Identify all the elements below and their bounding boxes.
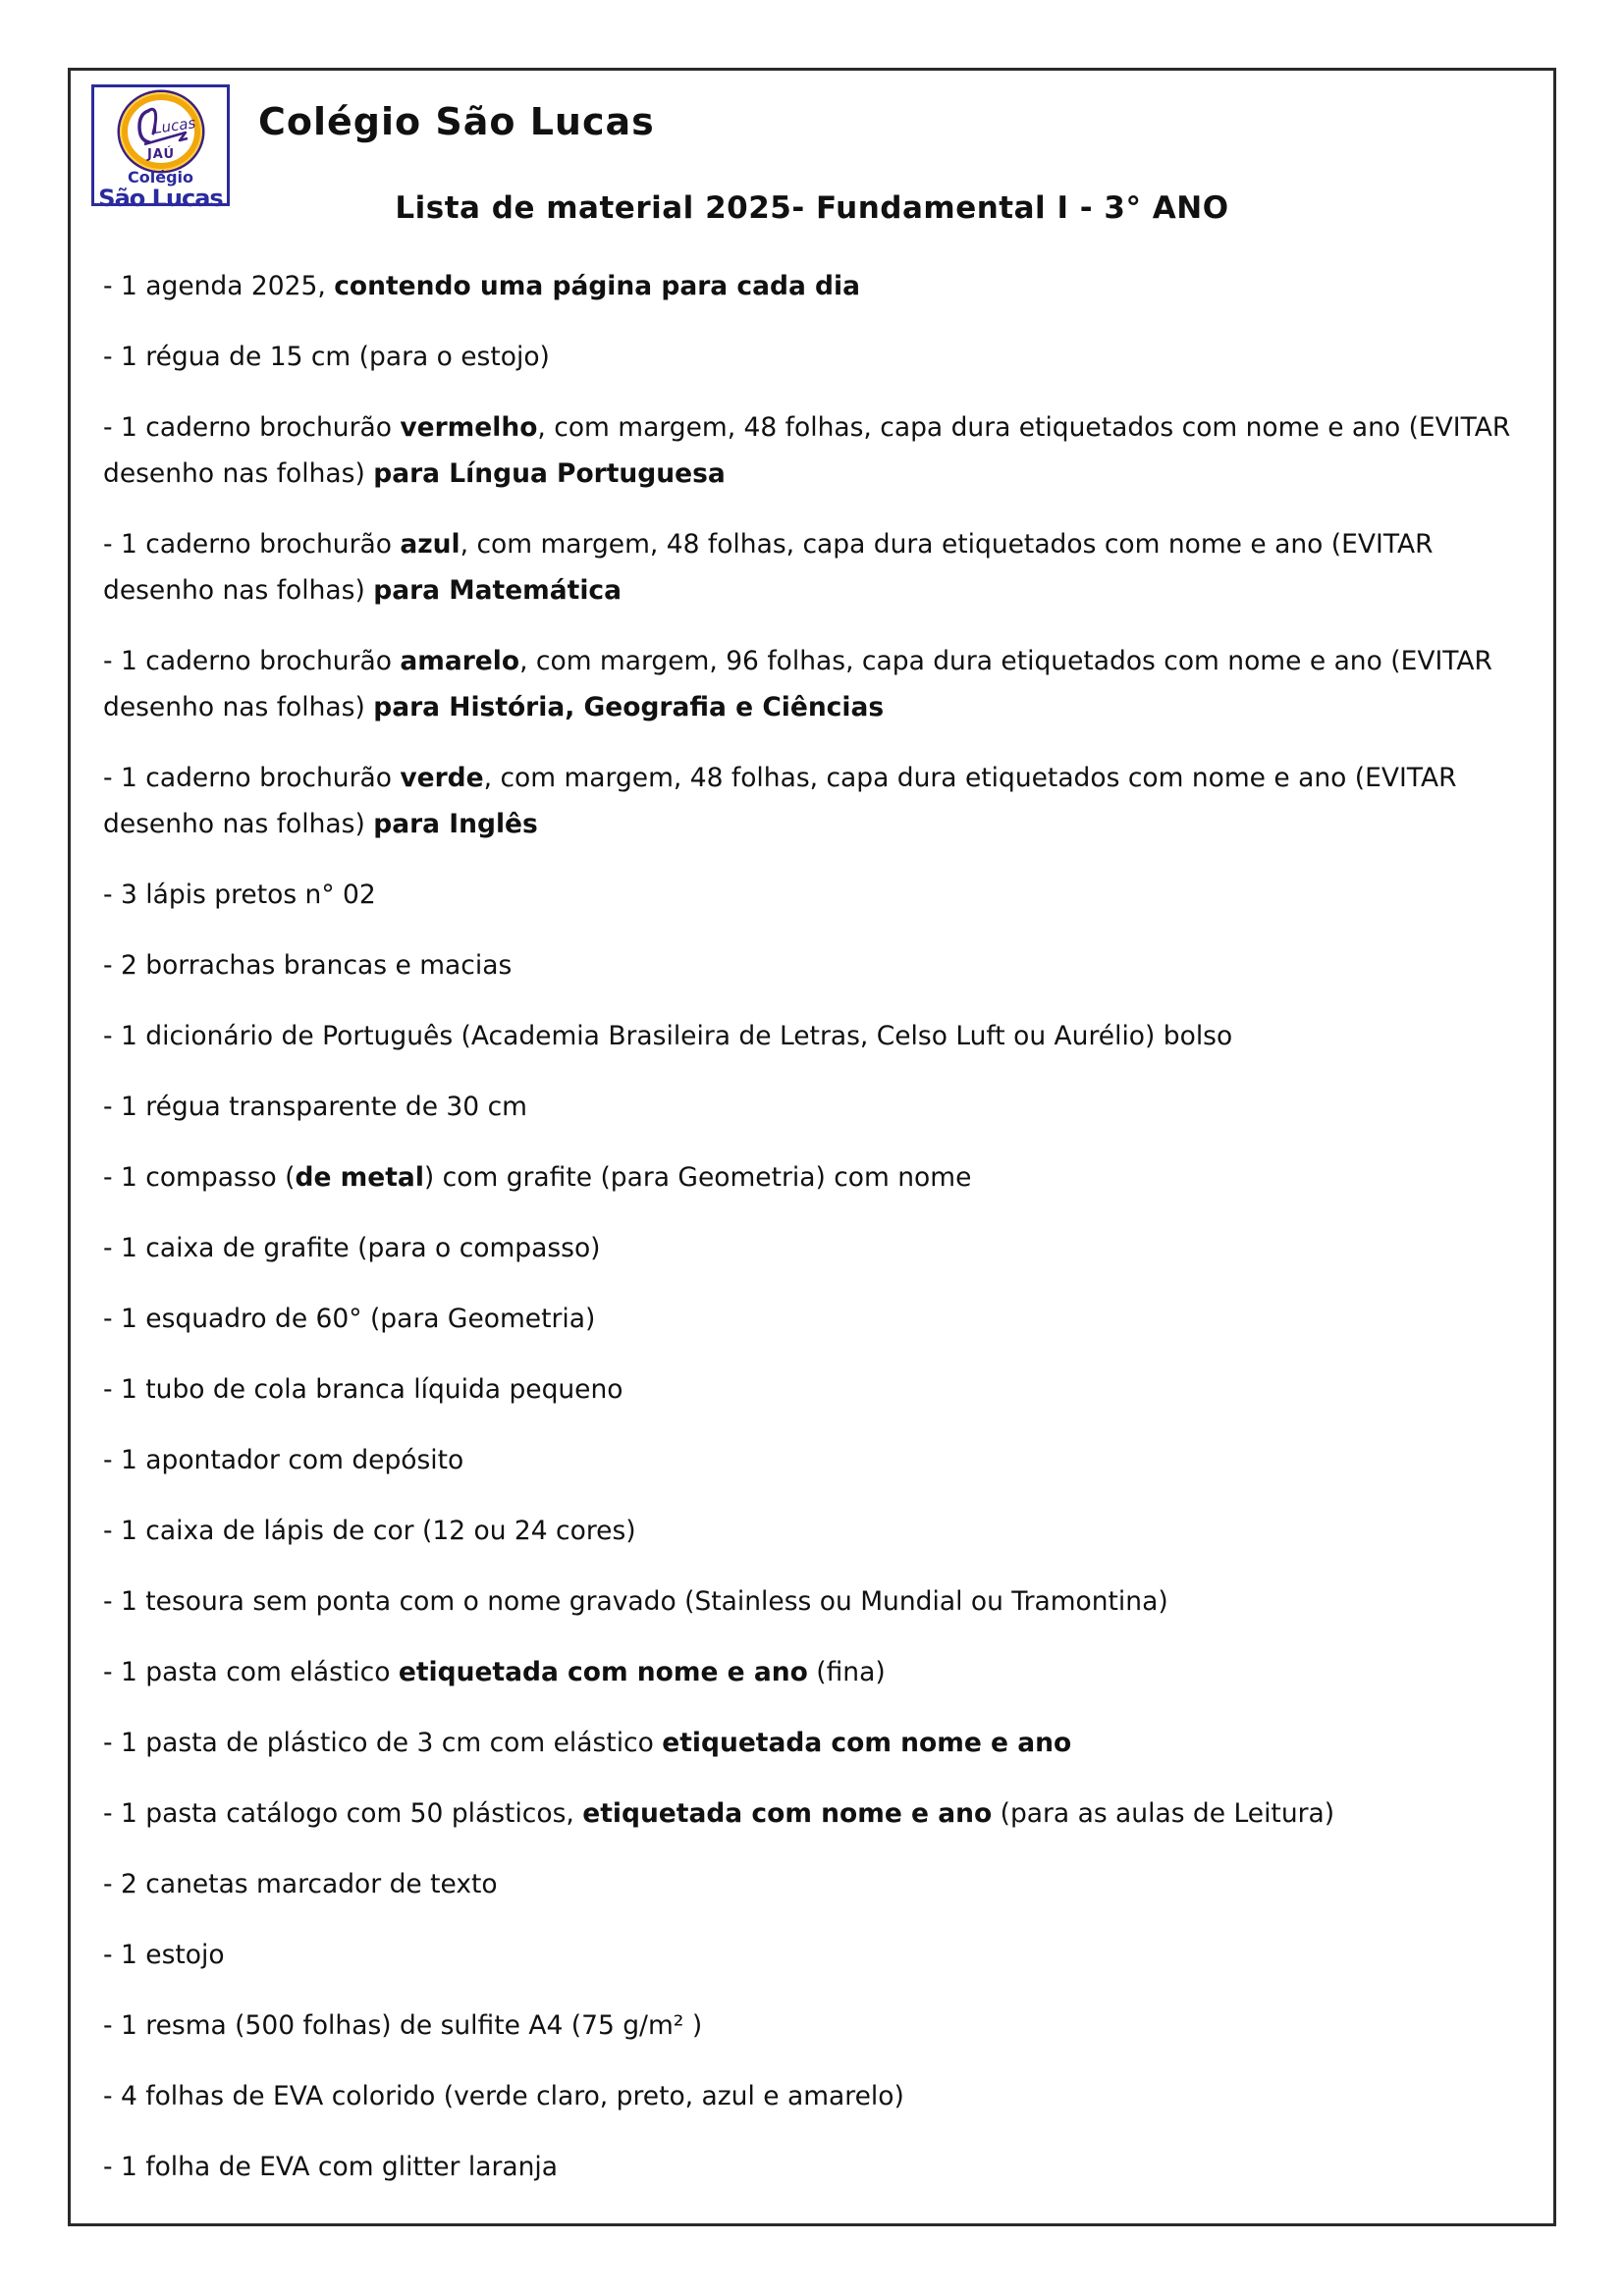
list-item-text: - 1 compasso ( — [103, 1162, 296, 1193]
list-item-text: ) com grafite (para Geometria) com nome — [423, 1162, 972, 1193]
school-logo — [91, 84, 230, 212]
list-item-text: - 1 pasta com elástico — [103, 1657, 399, 1687]
list-item-text: , com margem, 48 folhas, capa dura etiquetados com nome e ano (EVITAR desenho nas folhas) — [103, 763, 1457, 839]
list-item-text: - 1 caderno brochurão — [103, 412, 401, 443]
list-item-text-bold: amarelo — [400, 646, 520, 676]
list-item-text: - 1 resma (500 folhas) de sulfite A4 (75 g/m² ) — [103, 2010, 703, 2041]
list-item-text-bold: vermelho — [400, 412, 538, 443]
list-item-text: - 4 folhas de EVA colorido (verde claro, preto, azul e amarelo) — [103, 2081, 904, 2111]
list-item-text: (para as aulas de Leitura) — [992, 1798, 1335, 1829]
list-item-text: - 1 tesoura sem ponta com o nome gravado (Stainless ou Mundial ou Tramontina) — [103, 1586, 1168, 1617]
list-item-text: - 1 régua transparente de 30 cm — [103, 1092, 527, 1122]
list-item-text-bold: etiquetada com nome e ano — [398, 1657, 808, 1687]
list-item-text: - 1 pasta catálogo com 50 plásticos, — [103, 1798, 583, 1829]
list-item — [103, 404, 1539, 497]
list-item-text: - 1 tubo de cola branca líquida pequeno — [103, 1374, 623, 1405]
list-item — [103, 1649, 1539, 1695]
list-item-text-bold: azul — [400, 529, 460, 560]
list-item-text-bold: contendo uma página para cada dia — [334, 271, 860, 301]
list-item — [103, 521, 1539, 614]
list-item-text: - 1 caderno brochurão — [103, 529, 401, 560]
list-item — [103, 1508, 1539, 1554]
material-list — [103, 263, 1539, 2215]
list-item — [103, 2144, 1539, 2190]
list-item-text: (fina) — [807, 1657, 886, 1687]
list-item — [103, 1861, 1539, 1907]
list-item — [103, 1366, 1539, 1413]
list-item — [103, 1437, 1539, 1483]
list-item — [103, 1084, 1539, 1130]
list-item-text: - 1 caderno brochurão — [103, 646, 401, 676]
school-name: Colégio São Lucas — [258, 100, 655, 143]
list-item — [103, 263, 1539, 309]
logo-caption-line1: Colégio — [128, 168, 193, 187]
list-item — [103, 1720, 1539, 1766]
list-item-text: , com margem, 48 folhas, capa dura etiquetados com nome e ano (EVITAR desenho nas folhas) — [103, 412, 1511, 489]
document-title: Lista de material 2025- Fundamental I - 3° ANO — [395, 190, 1229, 226]
list-item-text: - 1 estojo — [103, 1940, 225, 1970]
emblem-city-text: JAÚ — [146, 147, 175, 162]
list-item-text-bold: para Matemática — [373, 575, 623, 606]
list-item-text: - 2 canetas marcador de texto — [103, 1869, 498, 1899]
list-item-text: , com margem, 96 folhas, capa dura etiquetados com nome e ano (EVITAR desenho nas folhas) — [103, 646, 1492, 722]
list-item-text: - 1 apontador com depósito — [103, 1445, 464, 1475]
list-item-text-bold: para Língua Portuguesa — [373, 458, 726, 489]
list-item-text-bold: para Inglês — [373, 809, 538, 839]
list-item — [103, 638, 1539, 730]
logo-caption-line2: São Lucas — [98, 185, 223, 212]
list-item-text: - 1 caderno brochurão — [103, 763, 401, 793]
emblem-script-text: Lucas — [151, 114, 196, 137]
list-item-text: , com margem, 48 folhas, capa dura etiquetados com nome e ano (EVITAR desenho nas folhas) — [103, 529, 1434, 606]
list-item-text: - 1 caixa de lápis de cor (12 ou 24 cores) — [103, 1516, 636, 1546]
page-border — [68, 68, 1556, 2226]
list-item — [103, 1013, 1539, 1059]
list-item — [103, 1296, 1539, 1342]
list-item — [103, 2002, 1539, 2049]
list-item-text-bold: para História, Geografia e Ciências — [373, 692, 885, 722]
list-item-text-bold: de metal — [295, 1162, 424, 1193]
list-item-text: - 1 régua de 15 cm (para o estojo) — [103, 342, 550, 372]
list-item — [103, 1578, 1539, 1625]
list-item-text: - 1 folha de EVA com glitter laranja — [103, 2152, 559, 2182]
list-item — [103, 1932, 1539, 1978]
list-item-text: - 1 pasta de plástico de 3 cm com elástico — [103, 1728, 663, 1758]
list-item-text: - 1 caixa de grafite (para o compasso) — [103, 1233, 601, 1263]
list-item-text: - 1 agenda 2025, — [103, 271, 335, 301]
list-item — [103, 1154, 1539, 1201]
list-item — [103, 872, 1539, 918]
list-item-text-bold: etiquetada com nome e ano — [662, 1728, 1072, 1758]
school-emblem-icon — [111, 89, 211, 174]
list-item — [103, 942, 1539, 988]
list-item — [103, 2073, 1539, 2119]
list-item-text-bold: etiquetada com nome e ano — [582, 1798, 993, 1829]
list-item-text: - 1 esquadro de 60° (para Geometria) — [103, 1304, 596, 1334]
list-item-text-bold: verde — [400, 763, 484, 793]
list-item — [103, 1225, 1539, 1271]
list-item — [103, 1790, 1539, 1837]
list-item-text: - 2 borrachas brancas e macias — [103, 950, 513, 981]
list-item-text: - 1 dicionário de Português (Academia Brasileira de Letras, Celso Luft ou Aurélio) bolso — [103, 1021, 1233, 1051]
list-item-text: - 3 lápis pretos n° 02 — [103, 880, 376, 910]
list-item — [103, 334, 1539, 380]
list-item — [103, 755, 1539, 847]
